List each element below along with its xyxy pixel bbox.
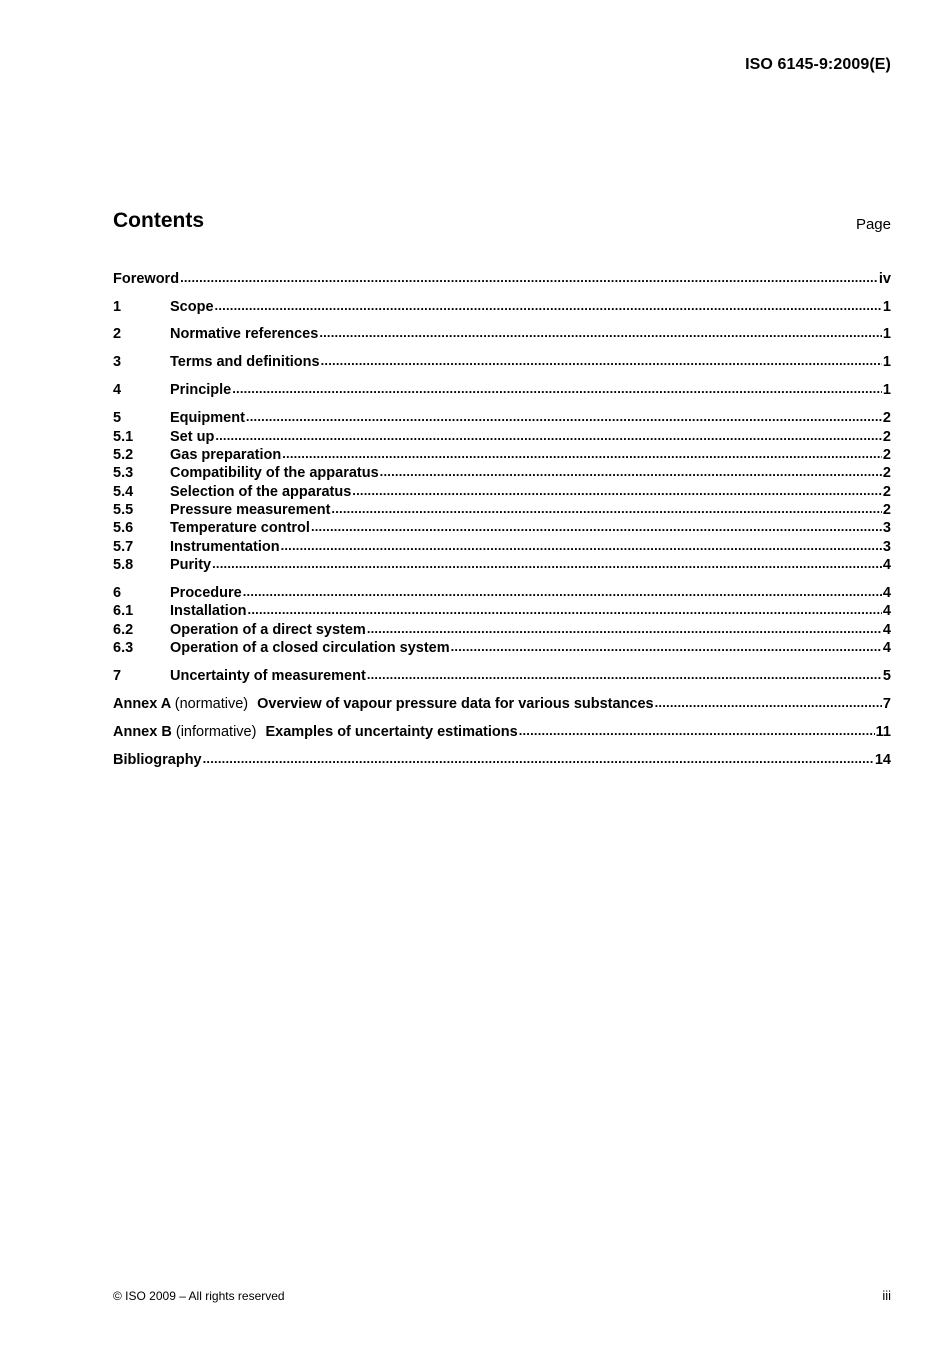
toc-entry-number: 6: [113, 585, 122, 601]
page-number: iii: [882, 1288, 891, 1303]
page-column-label: Page: [855, 216, 891, 233]
toc-entry-title: [170, 325, 318, 343]
toc-entry-title: [170, 464, 379, 482]
contents-heading: Contents: [113, 209, 204, 232]
toc-entry[interactable]: [113, 464, 891, 482]
dot-leader: [380, 463, 882, 481]
toc-entry-page: 4: [882, 640, 891, 656]
toc-entry-title: [170, 409, 245, 427]
toc-entry-page: iv: [878, 271, 891, 287]
toc-entry-title: [170, 556, 211, 574]
toc-entry[interactable]: [113, 446, 891, 464]
toc-entry-number: 5.4: [113, 484, 134, 500]
toc-entry[interactable]: [113, 751, 891, 769]
toc-entry-title: [170, 381, 231, 399]
toc-entry[interactable]: [113, 584, 891, 602]
annex-qualifier: (informative): [175, 724, 257, 740]
dot-leader: [519, 722, 875, 740]
toc-entry-number: 5.5: [113, 502, 134, 518]
toc-entry-text: Pressure measurement: [170, 502, 331, 518]
dot-leader: [281, 537, 882, 555]
toc-entry-page: 14: [874, 752, 891, 768]
toc-entry-text: Procedure: [170, 585, 242, 601]
dot-leader: [203, 750, 874, 768]
dot-leader: [321, 352, 882, 370]
toc-entry[interactable]: [113, 353, 891, 371]
toc-entry-page: 1: [882, 299, 891, 315]
toc-entry-number: 6.3: [113, 640, 134, 656]
toc-entry[interactable]: [113, 621, 891, 639]
dot-leader: [248, 601, 882, 619]
toc-entry[interactable]: [113, 519, 891, 537]
toc-entry-number: 2: [113, 326, 122, 342]
dot-leader: [212, 555, 882, 573]
dot-leader: [655, 694, 882, 712]
copyright-notice: © ISO 2009 – All rights reserved: [113, 1289, 285, 1303]
document-id: ISO 6145-9:2009(E): [745, 56, 891, 73]
toc-entry-page: 7: [882, 696, 891, 712]
toc-entry-page: 2: [882, 465, 891, 481]
toc-entry-page: 2: [882, 484, 891, 500]
toc-entry-text: Examples of uncertainty estimations: [265, 724, 518, 740]
toc-entry-page: 4: [882, 603, 891, 619]
toc-entry-text: Principle: [170, 382, 232, 398]
toc-entry-title: [170, 428, 214, 446]
dot-leader: [232, 380, 882, 398]
annex-label: Annex B: [113, 724, 172, 740]
toc-entry-page: 1: [882, 326, 891, 342]
toc-entry-text: Instrumentation: [170, 539, 280, 555]
toc-entry-page: 5: [882, 668, 891, 684]
toc-entry[interactable]: [113, 298, 891, 316]
toc-entry[interactable]: [113, 409, 891, 427]
toc-entry-text: Bibliography: [113, 752, 202, 768]
toc-entry-title: [170, 584, 242, 602]
dot-leader: [180, 269, 878, 287]
toc-entry-number: 6.2: [113, 622, 134, 638]
toc-entry-page: 3: [882, 539, 891, 555]
toc-entry-number: 5.6: [113, 520, 134, 536]
toc-entry[interactable]: [113, 428, 891, 446]
toc-entry-number: 1: [113, 299, 122, 315]
toc-entry-title: [170, 446, 281, 464]
dot-leader: [331, 500, 882, 518]
toc-entry[interactable]: [113, 556, 891, 574]
dot-leader: [367, 620, 882, 638]
toc-entry-title: [170, 602, 247, 620]
toc-entry-number: 7: [113, 668, 122, 684]
toc-entry-number: 5.7: [113, 539, 134, 555]
toc-entry-text: Normative references: [170, 326, 319, 342]
toc-entry-number: 5.3: [113, 465, 134, 481]
toc-entry-number: 5.8: [113, 557, 134, 573]
dot-leader: [352, 482, 882, 500]
toc-entry-title: [170, 501, 330, 519]
toc-entry-page: 2: [882, 429, 891, 445]
toc-entry[interactable]: [113, 483, 891, 501]
toc-entry-page: 2: [882, 410, 891, 426]
dot-leader: [246, 408, 882, 426]
toc-entry-title: [170, 519, 310, 537]
toc-entry-number: 3: [113, 354, 122, 370]
toc-entry-title: [113, 270, 179, 288]
toc-entry-page: 2: [882, 447, 891, 463]
toc-entry[interactable]: [113, 381, 891, 399]
toc-entry-title: [170, 667, 366, 685]
toc-entry-page: 1: [882, 354, 891, 370]
toc-entry-title: [170, 483, 351, 501]
toc-entry-text: Uncertainty of measurement: [170, 668, 366, 684]
toc-entry-title: [113, 751, 202, 769]
toc-entry-title: [170, 639, 450, 657]
toc-entry-text: Selection of the apparatus: [170, 484, 352, 500]
toc-entry-text: Set up: [170, 429, 215, 445]
toc-entry-number: 5.1: [113, 429, 134, 445]
toc-entry[interactable]: [113, 270, 891, 288]
dot-leader: [215, 297, 882, 315]
dot-leader: [215, 427, 882, 445]
toc-entry-page: 1: [882, 382, 891, 398]
dot-leader: [243, 583, 882, 601]
toc-entry-page: 11: [875, 724, 891, 740]
annex-label: Annex A: [113, 696, 171, 712]
dot-leader: [282, 445, 882, 463]
toc-entry[interactable]: [113, 667, 891, 685]
toc-entry-page: 4: [882, 622, 891, 638]
toc-entry-page: 3: [882, 520, 891, 536]
toc-entry-text: Operation of a direct system: [170, 622, 366, 638]
toc-entry-title: [113, 695, 654, 713]
toc-entry-text: Overview of vapour pressure data for various substances: [257, 696, 654, 712]
toc-entry-text: Installation: [170, 603, 247, 619]
toc-entry-text: Terms and definitions: [170, 354, 320, 370]
toc-entry-title: [170, 621, 366, 639]
toc-entry-text: Purity: [170, 557, 212, 573]
toc-entry-text: Scope: [170, 299, 214, 315]
annex-qualifier: (normative): [174, 696, 249, 712]
toc-entry-text: Equipment: [170, 410, 245, 426]
toc-entry[interactable]: [113, 325, 891, 343]
dot-leader: [367, 666, 882, 684]
dot-leader: [319, 324, 882, 342]
toc-entry-number: 5.2: [113, 447, 134, 463]
toc-entry[interactable]: [113, 639, 891, 657]
toc-entry-text: Gas preparation: [170, 447, 282, 463]
toc-entry-title: [170, 353, 320, 371]
toc-entry-text: Foreword: [113, 271, 180, 287]
toc-entry-number: 6.1: [113, 603, 134, 619]
toc-entry-page: 2: [882, 502, 891, 518]
toc-entry-text: Operation of a closed circulation system: [170, 640, 450, 656]
toc-entry[interactable]: [113, 602, 891, 620]
toc-entry[interactable]: [113, 695, 891, 713]
toc-entry-number: 5: [113, 410, 122, 426]
toc-entry-title: [113, 723, 518, 741]
toc-entry[interactable]: [113, 501, 891, 519]
toc-entry-page: 4: [882, 557, 891, 573]
toc-entry[interactable]: [113, 723, 891, 741]
toc-entry-number: 4: [113, 382, 122, 398]
toc-entry[interactable]: [113, 538, 891, 556]
dot-leader: [311, 518, 882, 536]
toc-entry-title: [170, 538, 280, 556]
dot-leader: [451, 638, 882, 656]
toc-entry-text: Temperature control: [170, 520, 310, 536]
toc-entry-text: Compatibility of the apparatus: [170, 465, 379, 481]
toc-entry-title: [170, 298, 214, 316]
toc-entry-page: 4: [882, 585, 891, 601]
